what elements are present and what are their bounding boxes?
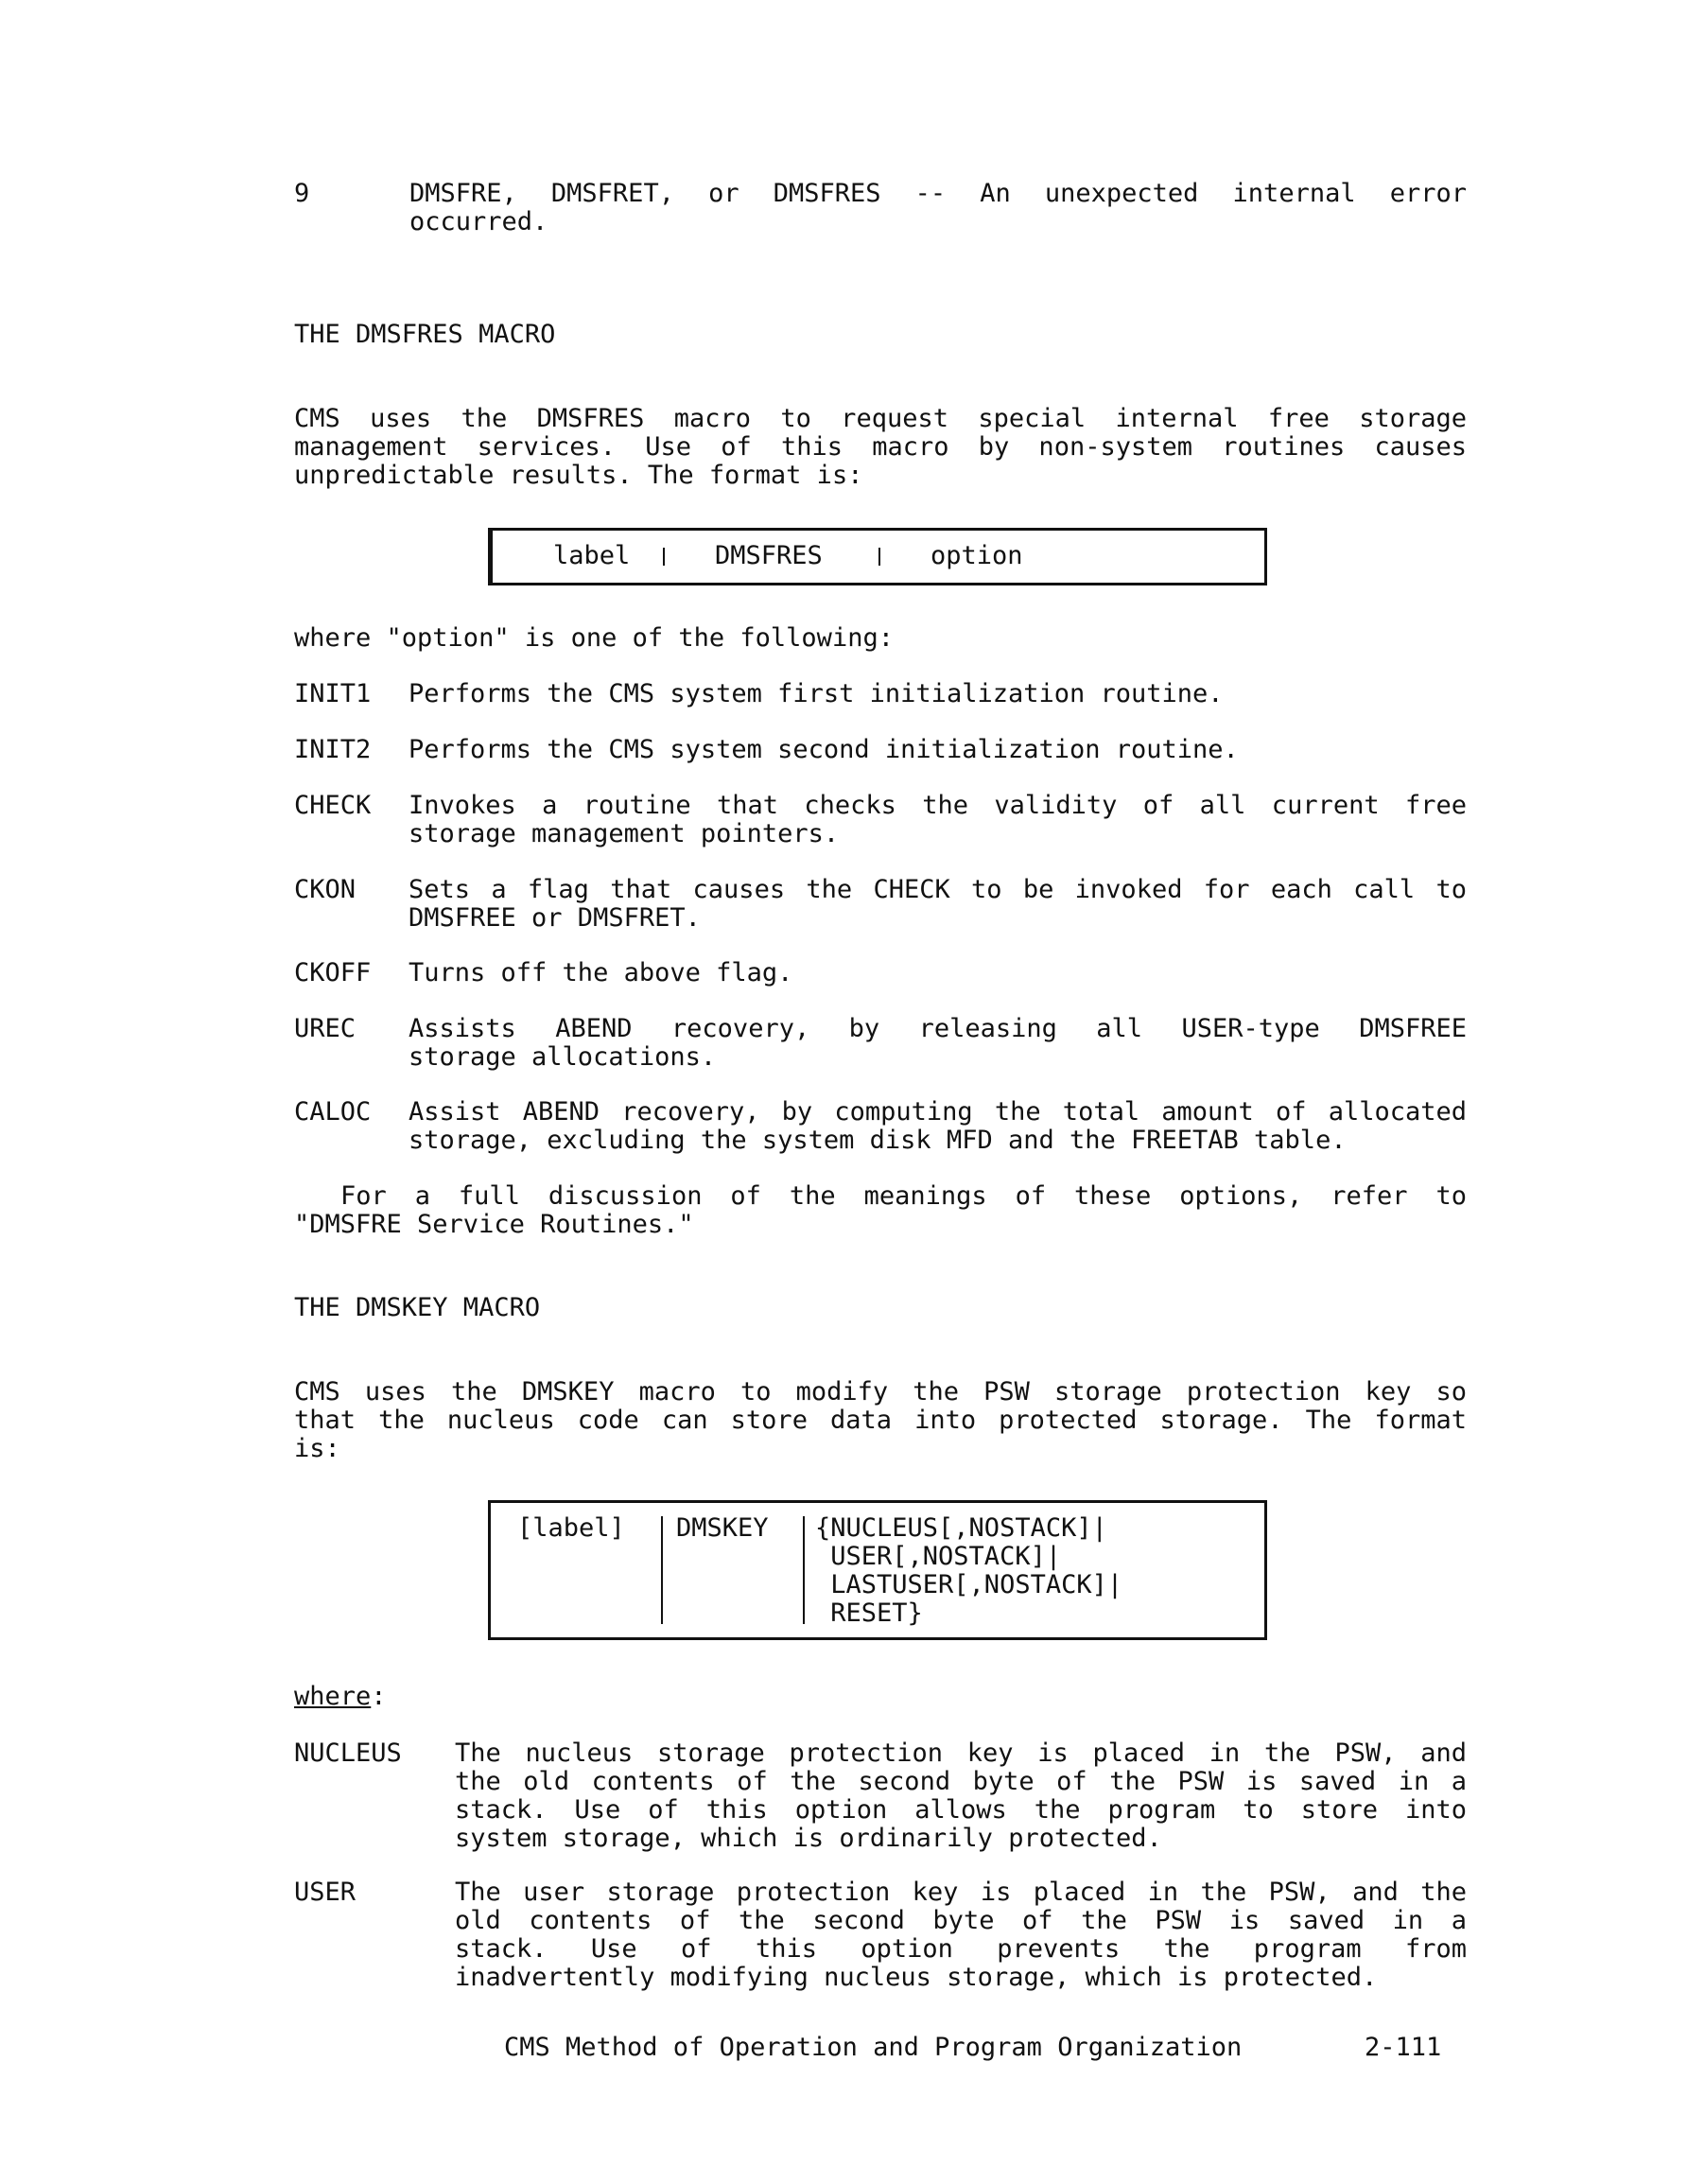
operand-desc: stack. Use of this option prevents the program from xyxy=(455,1934,1467,1964)
operand-desc: the old contents of the second byte of the PSW is saved in a xyxy=(455,1767,1467,1796)
operand-desc: inadvertently modifying nucleus storage, which is protected. xyxy=(455,1963,1378,1992)
paragraph-line: that the nucleus code can store data into protected storage. The format xyxy=(294,1406,1467,1435)
option-desc: Invokes a routine that checks the validity of all current free xyxy=(409,791,1467,820)
dmskey-syntax-box xyxy=(488,1500,1267,1640)
operand-term: USER xyxy=(294,1878,357,1907)
operand-desc: old contents of the second byte of the PSW is saved in a xyxy=(455,1906,1467,1935)
option-desc: Sets a flag that causes the CHECK to be invoked for each call to xyxy=(409,875,1467,904)
option-desc: storage management pointers. xyxy=(409,819,840,848)
paragraph-line: unpredictable results. The format is: xyxy=(294,461,863,490)
option-desc: Assists ABEND recovery, by releasing all USER-type DMSFREE xyxy=(409,1014,1467,1043)
paragraph-line: management services. Use of this macro by non-system routines causes xyxy=(294,432,1467,462)
paragraph-line: is: xyxy=(294,1434,340,1463)
option-desc: Performs the CMS system first initialization routine. xyxy=(409,679,1224,708)
dmsfres-syntax-box xyxy=(488,528,1267,585)
operand-desc: stack. Use of this option allows the program to store into xyxy=(455,1795,1467,1825)
operand-desc: The nucleus storage protection key is placed in the PSW, and xyxy=(455,1738,1467,1768)
syntax-operand: RESET} xyxy=(815,1599,923,1628)
option-desc: storage allocations. xyxy=(409,1042,717,1072)
page-number: 2-111 xyxy=(1365,2033,1442,2062)
option-term: INIT2 xyxy=(294,735,372,764)
box-divider xyxy=(661,1516,663,1624)
operand-term: NUCLEUS xyxy=(294,1738,402,1768)
paragraph-line: CMS uses the DMSKEY macro to modify the PSW storage protection key so xyxy=(294,1377,1467,1406)
option-term: CKOFF xyxy=(294,958,372,987)
box-divider xyxy=(491,531,493,583)
option-term: INIT1 xyxy=(294,679,372,708)
option-term: CALOC xyxy=(294,1097,372,1127)
option-desc: Turns off the above flag. xyxy=(409,958,793,987)
section-heading: THE DMSFRES MACRO xyxy=(294,320,556,349)
operand-desc: system storage, which is ordinarily protected. xyxy=(455,1824,1162,1853)
syntax-operand: option xyxy=(930,541,1023,570)
syntax-operand: USER[,NOSTACK]| xyxy=(815,1542,1062,1571)
error-code: 9 xyxy=(294,179,310,208)
syntax-operand: {NUCLEUS[,NOSTACK]| xyxy=(815,1513,1107,1543)
option-desc: storage, excluding the system disk MFD and the FREETAB table. xyxy=(409,1126,1347,1155)
syntax-macro: DMSFRES xyxy=(715,541,823,570)
paragraph-line: For a full discussion of the meanings of these options, refer to xyxy=(340,1181,1467,1211)
paragraph-line: CMS uses the DMSFRES macro to request special internal free storage xyxy=(294,404,1467,433)
option-term: CHECK xyxy=(294,791,372,820)
option-term: UREC xyxy=(294,1014,357,1043)
box-divider xyxy=(803,1516,805,1624)
syntax-operand: LASTUSER[,NOSTACK]| xyxy=(815,1570,1123,1599)
error-text-line: DMSFRE, DMSFRET, or DMSFRES -- An unexpected internal error xyxy=(409,179,1467,208)
box-divider xyxy=(663,548,665,566)
option-desc: Assist ABEND recovery, by computing the total amount of allocated xyxy=(409,1097,1467,1127)
section-heading: THE DMSKEY MACRO xyxy=(294,1293,541,1322)
error-text-line: occurred. xyxy=(409,207,548,236)
operand-desc: The user storage protection key is placed in the PSW, and the xyxy=(455,1878,1467,1907)
where-label: where: xyxy=(294,1682,387,1711)
footer-title: CMS Method of Operation and Program Organization xyxy=(504,2033,1243,2062)
option-desc: Performs the CMS system second initialization routine. xyxy=(409,735,1239,764)
paragraph-line: "DMSFRE Service Routines." xyxy=(294,1210,694,1239)
syntax-macro: DMSKEY xyxy=(676,1513,769,1543)
option-term: CKON xyxy=(294,875,357,904)
syntax-label: [label] xyxy=(517,1513,625,1543)
box-divider xyxy=(878,548,880,566)
syntax-label: label xyxy=(553,541,631,570)
option-desc: DMSFREE or DMSFRET. xyxy=(409,903,701,933)
where-text: where "option" is one of the following: xyxy=(294,623,894,653)
